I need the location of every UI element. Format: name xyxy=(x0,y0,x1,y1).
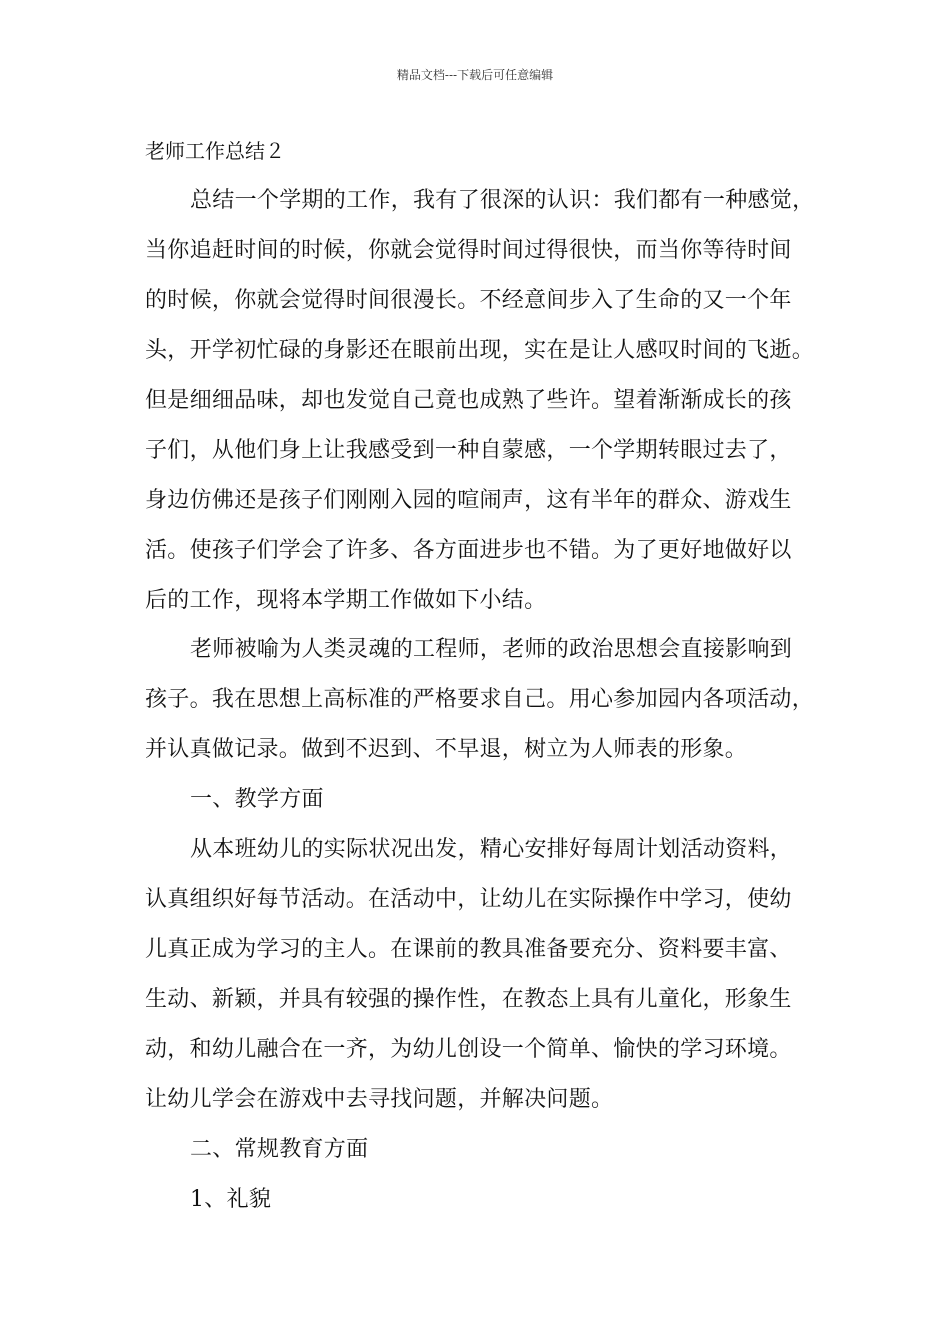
paragraph-line: 生动、新颖，并具有较强的操作性，在教态上具有儿童化，形象生 xyxy=(145,987,792,1012)
paragraph-line: 从本班幼儿的实际状况出发，精心安排好每周计划活动资料， xyxy=(190,837,793,862)
page-header: 精品文档---下载后可任意编辑 xyxy=(396,68,554,82)
paragraph-line: 身边仿佛还是孩子们刚刚入园的喧闹声，这有半年的群众、游戏生 xyxy=(145,488,792,513)
section-heading: 二、常规教育方面 xyxy=(190,1137,369,1162)
paragraph-line: 活。使孩子们学会了许多、各方面进步也不错。为了更好地做好以 xyxy=(145,538,792,563)
paragraph-line: 儿真正成为学习的主人。在课前的教具准备要充分、资料要丰富、 xyxy=(145,937,792,962)
paragraph-line: 头，开学初忙碌的身影还在眼前出现，实在是让人感叹时间的飞逝。 xyxy=(145,338,815,363)
subsection-heading: 1、礼貌 xyxy=(190,1187,272,1212)
paragraph-line: 总结一个学期的工作，我有了很深的认识：我们都有一种感觉， xyxy=(190,188,815,213)
section-heading: 一、教学方面 xyxy=(190,787,324,812)
document-title: 老师工作总结２ xyxy=(145,139,285,163)
paragraph-line: 孩子。我在思想上高标准的严格要求自己。用心参加园内各项活动， xyxy=(145,687,815,712)
paragraph-line: 的时候，你就会觉得时间很漫长。不经意间步入了生命的又一个年 xyxy=(145,288,792,313)
paragraph-line: 动，和幼儿融合在一齐，为幼儿创设一个简单、愉快的学习环境。 xyxy=(145,1037,792,1062)
paragraph-line: 认真组织好每节活动。在活动中，让幼儿在实际操作中学习，使幼 xyxy=(145,887,792,912)
paragraph-line: 子们，从他们身上让我感受到一种自蒙感，一个学期转眼过去了， xyxy=(145,438,792,463)
paragraph-line: 但是细细品味，却也发觉自己竟也成熟了些许。望着渐渐成长的孩 xyxy=(145,388,792,413)
paragraph-line: 让幼儿学会在游戏中去寻找问题，并解决问题。 xyxy=(145,1087,614,1112)
paragraph-line: 当你追赶时间的时候，你就会觉得时间过得很快，而当你等待时间 xyxy=(145,238,792,263)
paragraph-line: 老师被喻为人类灵魂的工程师，老师的政治思想会直接影响到 xyxy=(190,637,793,662)
paragraph-line: 后的工作，现将本学期工作做如下小结。 xyxy=(145,588,547,613)
paragraph-line: 并认真做记录。做到不迟到、不早退，树立为人师表的形象。 xyxy=(145,737,748,762)
